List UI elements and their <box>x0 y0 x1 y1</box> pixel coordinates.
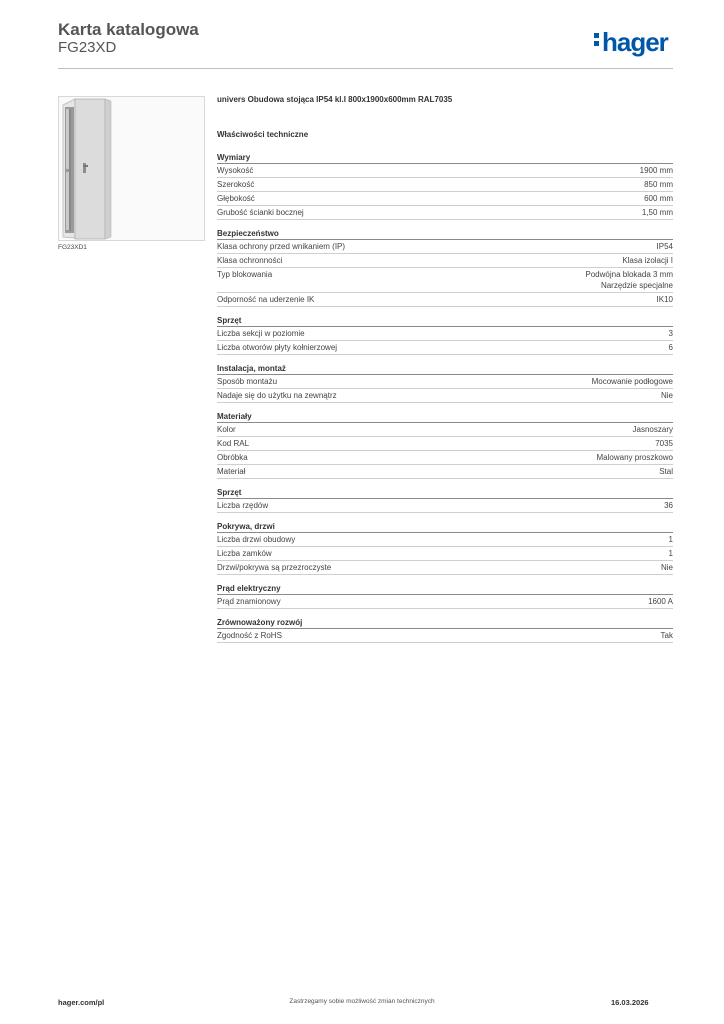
property-label: Nadaje się do użytku na zewnątrz <box>217 391 337 400</box>
group-title: Bezpieczeństwo <box>217 228 673 240</box>
property-label: Kod RAL <box>217 439 250 448</box>
property-row <box>217 293 673 307</box>
property-value-line: 1,50 mm <box>641 208 673 217</box>
property-value <box>633 424 673 435</box>
property-value-line: Jasnoszary <box>632 425 673 434</box>
property-value <box>642 207 673 218</box>
group-title: Pokrywa, drzwi <box>217 521 673 533</box>
group-title: Sprzęt <box>217 487 673 499</box>
property-label: Liczba rzędów <box>217 501 269 510</box>
property-value <box>669 548 673 559</box>
property-value-line: 1 <box>668 549 673 558</box>
group-title: Materiały <box>217 411 673 423</box>
group-title: Sprzęt <box>217 315 673 327</box>
property-value-line: 1 <box>668 535 673 544</box>
property-value-line: 600 mm <box>644 194 673 203</box>
property-row <box>217 595 673 609</box>
product-image <box>58 96 205 241</box>
property-group <box>217 617 673 643</box>
property-value <box>622 255 673 266</box>
property-value <box>657 294 673 305</box>
property-label: Drzwi/pokrywa są przezroczyste <box>217 563 332 572</box>
property-value <box>592 376 673 387</box>
property-value <box>659 466 673 477</box>
property-row <box>217 206 673 220</box>
property-label: Liczba otworów płyty kołnierzowej <box>217 343 338 352</box>
property-value-line: 1600 A <box>648 597 673 606</box>
property-value <box>669 342 673 353</box>
property-row <box>217 178 673 192</box>
property-label: Typ blokowania <box>217 270 273 279</box>
property-value <box>648 596 673 607</box>
property-group <box>217 152 673 220</box>
property-value <box>661 630 673 641</box>
header-divider <box>58 68 673 69</box>
property-row <box>217 465 673 479</box>
property-value-line: 6 <box>668 343 673 352</box>
property-label: Obróbka <box>217 453 248 462</box>
property-row <box>217 437 673 451</box>
hager-logo[interactable] <box>594 27 668 58</box>
technical-sheet <box>217 95 673 643</box>
property-label: Odporność na uderzenie IK <box>217 295 315 304</box>
property-group <box>217 487 673 513</box>
property-label: Klasa ochronności <box>217 256 283 265</box>
property-row <box>217 423 673 437</box>
property-row <box>217 375 673 389</box>
property-value-line: Mocowanie podłogowe <box>591 377 673 386</box>
property-group <box>217 521 673 575</box>
property-value <box>664 500 673 511</box>
footer-website-link[interactable]: hager.com/pl <box>58 998 105 1007</box>
property-value-line: Podwójna blokada 3 mm <box>585 270 673 279</box>
property-row <box>217 547 673 561</box>
property-group <box>217 583 673 609</box>
property-row <box>217 389 673 403</box>
group-title: Instalacja, montaż <box>217 363 673 375</box>
property-value-line: Nie <box>660 391 673 400</box>
property-group <box>217 315 673 355</box>
property-group <box>217 228 673 307</box>
property-value <box>640 165 673 176</box>
property-groups <box>217 152 673 643</box>
property-label: Wysokość <box>217 166 254 175</box>
property-value-line: Klasa izolacji I <box>622 256 673 265</box>
footer-date: 16.03.2026 <box>611 998 649 1007</box>
enclosure-illustration <box>59 97 204 240</box>
property-row <box>217 192 673 206</box>
property-label: Zgodność z RoHS <box>217 631 282 640</box>
property-label: Kolor <box>217 425 236 434</box>
image-caption: FG23XD1 <box>58 244 87 251</box>
property-value <box>644 179 673 190</box>
property-row <box>217 327 673 341</box>
property-group <box>217 363 673 403</box>
property-value-line: IK10 <box>656 295 673 304</box>
logo-text: hager <box>602 27 668 57</box>
property-label: Liczba drzwi obudowy <box>217 535 296 544</box>
property-value-line: Nie <box>660 563 673 572</box>
document-title: Karta katalogowa <box>58 20 199 39</box>
property-row <box>217 451 673 465</box>
property-value-line: 850 mm <box>644 180 673 189</box>
product-description: univers Obudowa stojąca IP54 kl.I 800x1900x600mm RAL7035 <box>217 95 453 104</box>
property-value <box>661 390 673 401</box>
property-row <box>217 629 673 643</box>
property-value-line: Stal <box>659 467 673 476</box>
property-label: Prąd znamionowy <box>217 597 281 606</box>
property-label: Klasa ochrony przed wnikaniem (IP) <box>217 242 346 251</box>
property-value <box>585 269 673 291</box>
property-value <box>597 452 673 463</box>
property-label: Grubość ścianki bocznej <box>217 208 304 217</box>
property-value-line: Malowany proszkowo <box>596 453 673 462</box>
property-value-line: 1900 mm <box>639 166 673 175</box>
property-row <box>217 533 673 547</box>
property-label: Sposób montażu <box>217 377 278 386</box>
property-row <box>217 341 673 355</box>
group-title: Wymiary <box>217 152 673 164</box>
property-row <box>217 499 673 513</box>
property-label: Liczba zamków <box>217 549 272 558</box>
property-row <box>217 561 673 575</box>
property-row <box>217 254 673 268</box>
property-value <box>655 438 673 449</box>
group-title: Zrównoważony rozwój <box>217 617 673 629</box>
property-value-line: Narzędzie specjalne <box>600 281 673 290</box>
property-value <box>669 328 673 339</box>
group-title: Prąd elektryczny <box>217 583 673 595</box>
product-code: FG23XD <box>58 39 117 56</box>
footer-note: Zastrzegamy sobie możliwość zmian technicznych <box>289 998 435 1005</box>
property-value <box>657 241 673 252</box>
property-value-line: 3 <box>668 329 673 338</box>
property-label: Głębokość <box>217 194 255 203</box>
property-label: Szerokość <box>217 180 255 189</box>
property-group <box>217 411 673 479</box>
property-value-line: IP54 <box>656 242 673 251</box>
property-value-line: Tak <box>660 631 673 640</box>
property-value <box>669 534 673 545</box>
property-value-line: 36 <box>664 501 673 510</box>
property-value <box>644 193 673 204</box>
property-label: Liczba sekcji w poziomie <box>217 329 305 338</box>
section-title: Właściwości techniczne <box>217 130 309 139</box>
property-row <box>217 240 673 254</box>
logo-dots-icon <box>594 30 600 49</box>
property-value <box>661 562 673 573</box>
property-value-line: 7035 <box>655 439 673 448</box>
property-row <box>217 268 673 293</box>
property-label: Materiał <box>217 467 246 476</box>
property-row <box>217 164 673 178</box>
